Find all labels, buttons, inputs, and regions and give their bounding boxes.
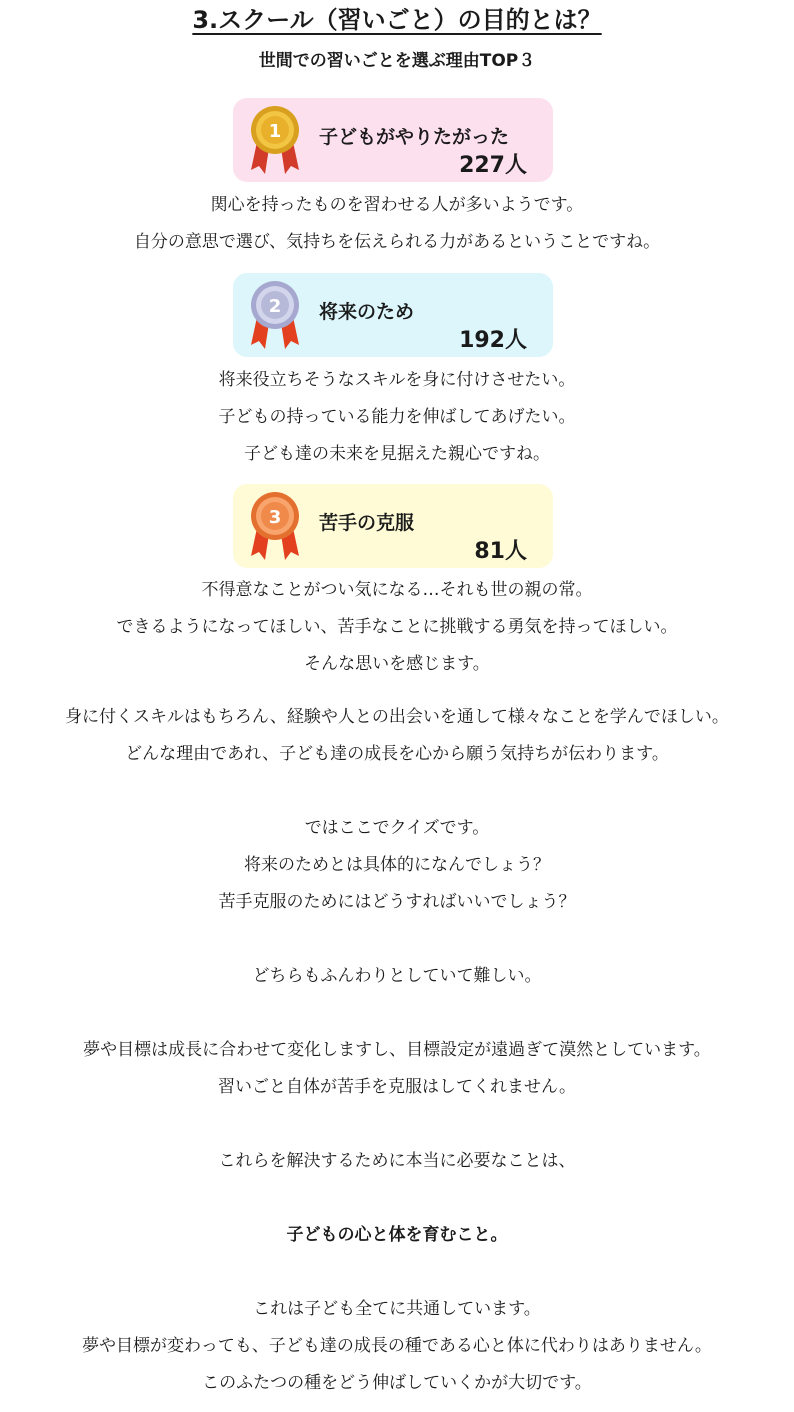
ranking-count: 192人 bbox=[459, 328, 527, 353]
reason-text: 自分の意思で選び、気持ちを伝えられる力があるということですね。 bbox=[133, 232, 661, 252]
section-subtitle: 世間での習いごとを選ぶ理由TOP３ bbox=[258, 51, 536, 71]
reason-text: 不得意なことがつい気になる…それも世の親の常。 bbox=[201, 580, 593, 600]
ranking-card-3 bbox=[233, 484, 553, 568]
bronze-medal-icon bbox=[243, 488, 307, 564]
reason-text: できるようになってほしい、苦手なことに挑戦する勇気を持ってほしい。 bbox=[116, 617, 678, 637]
ranking-count: 81人 bbox=[474, 539, 527, 564]
body-paragraph: 習いごと自体が苦手を克服はしてくれません。 bbox=[217, 1077, 577, 1097]
svg-text:3: 3 bbox=[268, 507, 282, 528]
svg-text:1: 1 bbox=[268, 121, 282, 142]
emphasis-text: 子どもの心と体を育むこと。 bbox=[286, 1225, 508, 1245]
quiz-text: 苦手克服のためにはどうすればいいでしょう？ bbox=[218, 892, 576, 912]
svg-text:2: 2 bbox=[268, 296, 282, 317]
ranking-card-2 bbox=[233, 273, 553, 357]
body-paragraph: 夢や目標が変わっても、子ども達の成長の種である心と体に代わりはありません。 bbox=[82, 1336, 712, 1356]
body-paragraph: このふたつの種をどう伸ばしていくかが大切です。 bbox=[202, 1373, 592, 1393]
body-paragraph: どんな理由であれ、子ども達の成長を心から願う気持ちが伝わります。 bbox=[125, 744, 669, 764]
ranking-label: 苦手の克服 bbox=[319, 512, 415, 534]
reason-text: 子ども達の未来を見据えた親心ですね。 bbox=[244, 444, 550, 464]
body-paragraph: これは子ども全てに共通しています。 bbox=[253, 1299, 541, 1319]
body-paragraph: どちらもふんわりとしていて難しい。 bbox=[252, 966, 542, 986]
reason-text: そんな思いを感じます。 bbox=[304, 654, 490, 674]
body-paragraph: これらを解決するために本当に必要なことは、 bbox=[218, 1151, 576, 1171]
gold-medal-icon bbox=[243, 102, 307, 178]
page-title: 3.スクール（習いごと）の目的とは？ bbox=[192, 6, 602, 34]
ranking-label: 将来のため bbox=[319, 301, 415, 323]
ranking-card-1 bbox=[233, 98, 553, 182]
reason-text: 子どもの持っている能力を伸ばしてあげたい。 bbox=[218, 407, 576, 427]
body-paragraph: 夢や目標は成長に合わせて変化しますし、目標設定が遠過ぎて漠然としています。 bbox=[83, 1040, 711, 1060]
reason-text: 関心を持ったものを習わせる人が多いようです。 bbox=[210, 195, 584, 215]
body-paragraph: 身に付くスキルはもちろん、経験や人との出会いを通して様々なことを学んでほしい。 bbox=[65, 707, 729, 727]
silver-medal-icon bbox=[243, 277, 307, 353]
ranking-count: 227人 bbox=[459, 153, 527, 178]
reason-text: 将来役立ちそうなスキルを身に付けさせたい。 bbox=[218, 370, 576, 390]
quiz-text: ではここでクイズです。 bbox=[304, 818, 490, 838]
ranking-label: 子どもがやりたがった bbox=[319, 126, 510, 148]
quiz-text: 将来のためとは具体的になんでしょう？ bbox=[244, 855, 550, 875]
